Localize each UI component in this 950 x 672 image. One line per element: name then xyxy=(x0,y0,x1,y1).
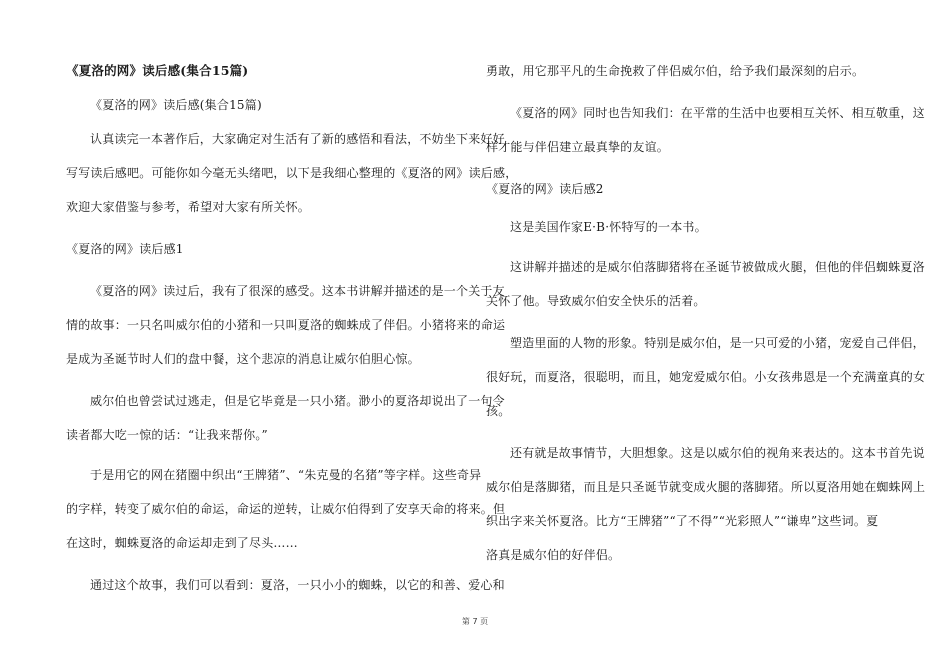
paragraph-line: 《夏洛的网》读过后，我有了很深的感受。这本书讲解并描述的是一个关于友 xyxy=(90,284,505,298)
paragraph-line: 读者都大吃一惊的话：“让我来帮你。” xyxy=(66,428,268,442)
paragraph-line: 这是美国作家E·B·怀特写的一本书。 xyxy=(510,220,707,234)
paragraph-line: 认真读完一本著作后，大家确定对生活有了新的感悟和看法，不妨坐下来好好 xyxy=(90,132,505,146)
paragraph-line: 孩。 xyxy=(486,404,511,418)
paragraph-line: 写写读后感吧。可能你如今毫无头绪吧，以下是我细心整理的《夏洛的网》读后感， xyxy=(66,166,518,180)
paragraph-line: 很好玩，而夏洛，很聪明，而且，她宠爱威尔伯。小女孩弗恩是一个充满童真的女 xyxy=(486,370,926,384)
paragraph-line: 关怀了他。导致威尔伯安全快乐的活着。 xyxy=(486,294,706,308)
paragraph-line: 情的故事：一只名叫威尔伯的小猪和一只叫夏洛的蜘蛛成了伴侣。小猪将来的命运 xyxy=(66,318,506,332)
paragraph-line: 这讲解并描述的是威尔伯落脚猪将在圣诞节被做成火腿，但他的伴侣蜘蛛夏洛 xyxy=(510,260,925,274)
paragraph-line: 还有就是故事情节，大胆想象。这是以威尔伯的视角来表达的。这本书首先说 xyxy=(510,446,925,460)
paragraph-line: 于是用它的网在猪圈中织出“王牌猪”、“朱克曼的名猪”等字样。这些奇异 xyxy=(90,468,482,482)
paragraph-line: 塑造里面的人物的形象。特别是威尔伯，是一只可爱的小猪，宠爱自己伴侣， xyxy=(510,336,925,350)
paragraph-line: 织出字来关怀夏洛。比方“王牌猪”“了不得”“光彩照人”“谦卑”这些词。夏 xyxy=(486,514,879,528)
paragraph-line: 在这时，蜘蛛夏洛的命运却走到了尽头…… xyxy=(66,536,298,550)
paragraph-line: 《夏洛的网》同时也告知我们：在平常的生活中也要相互关怀、相互敬重，这 xyxy=(510,106,925,120)
subtitle-line: 《夏洛的网》读后感(集合15篇) xyxy=(90,98,262,112)
page-number: 第 7 页 xyxy=(461,617,489,626)
paragraph-line: 勇敢，用它那平凡的生命挽救了伴侣威尔伯，给予我们最深刻的启示。 xyxy=(486,64,865,78)
section-heading: 《夏洛的网》读后感1 xyxy=(66,242,184,256)
paragraph-line: 洛真是威尔伯的好伴侣。 xyxy=(486,548,621,562)
paragraph-line: 欢迎大家借鉴与参考，希望对大家有所关怀。 xyxy=(66,200,311,214)
section-heading: 《夏洛的网》读后感2 xyxy=(486,182,604,196)
document-title: 《夏洛的网》读后感(集合15篇) xyxy=(66,63,249,78)
paragraph-line: 威尔伯是落脚猪，而且是只圣诞节就变成火腿的落脚猪。所以夏洛用她在蜘蛛网上 xyxy=(486,480,926,494)
paragraph-line: 威尔伯也曾尝试过逃走，但是它毕竟是一只小猪。渺小的夏洛却说出了一句令 xyxy=(90,394,505,408)
paragraph-line: 是成为圣诞节时人们的盘中餐，这个悲凉的消息让威尔伯胆心惊。 xyxy=(66,352,420,366)
paragraph-line: 的字样，转变了威尔伯的命运，命运的逆转，让威尔伯得到了安享天命的将来。但 xyxy=(66,502,506,516)
paragraph-line: 通过这个故事，我们可以看到：夏洛，一只小小的蜘蛛，以它的和善、爱心和 xyxy=(90,578,505,592)
paragraph-line: 样才能与伴侣建立最真挚的友谊。 xyxy=(486,140,670,154)
